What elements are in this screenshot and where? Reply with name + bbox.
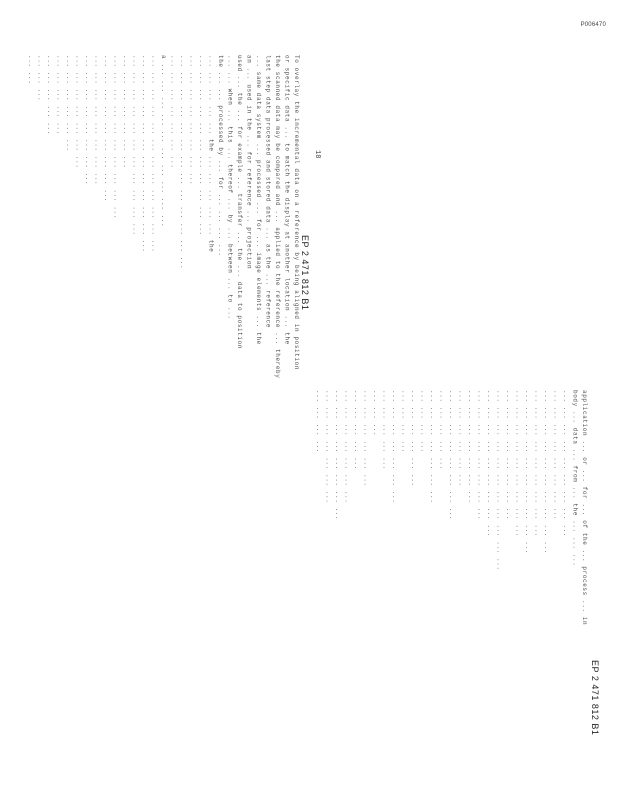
text-line: To overlay the incremental data on a reference by being aligned in position: [293, 55, 300, 371]
text-line: ... ... ... ... ... ... ...: [122, 55, 129, 169]
text-line: ... ... ... ... ... ... ... ... ... ... ... ...: [141, 55, 148, 253]
text-line: body ... data ... from ... the ... ... ...: [571, 390, 579, 567]
text-line: ... ... ... ... ... the ... ... ... ... ... the: [207, 55, 215, 253]
text-line: the ... ... processed by ... for ... ... ... ...: [217, 55, 224, 257]
text-line: ... ... ... ... ... ... ... ... ...: [486, 390, 493, 538]
text-line: ... ... ... ... ... ... ... ... ... ... ... ...: [150, 55, 158, 253]
text-line: ... ... ... ... ... ... ... ... ... ... ...: [495, 390, 503, 571]
text-line: ... ... ...: [36, 55, 44, 102]
text-line: ... ... ... ... ... ... ...: [467, 390, 474, 504]
text-line: ... ... ... ... ...: [438, 390, 446, 470]
text-line: ... ... ... ... ...: [55, 55, 63, 135]
text-line: ... same data system ... processed ... for ... image elements ... the: [255, 55, 262, 345]
text-line: ... ... ... ... ... ... ... ... ...: [533, 390, 541, 538]
text-line: ... ... ... ... ... ... ...: [324, 390, 332, 504]
text-line: ... ... ... ... ... ...: [410, 390, 417, 487]
text-line: an ... used in the ... for reference ... projection: [245, 55, 253, 270]
document-id-left: EP 2 471 812 B1: [300, 235, 310, 311]
text-line: ... ... ... ... ... ... ... ... ... ... ...: [131, 55, 139, 236]
text-line: ... ... ... ...: [315, 390, 322, 454]
text-line: ... ... ... ... ... ... ... ...: [334, 390, 341, 521]
text-line: ... ... ... ... ... ... ... ...: [476, 390, 484, 521]
text-line: ... ... ... ... ...: [46, 55, 53, 135]
text-line: ... ... ... ... ... ... ... ...: [552, 390, 560, 521]
text-line: ... ... ... ... ... ... ...: [169, 55, 177, 169]
text-line: ... ... ... ... ...: [381, 390, 389, 470]
text-line: ... ... ... ... ... ... ...: [74, 55, 82, 169]
text-line: ... ... ... ... ... ... ... ... ... ...: [112, 55, 120, 219]
text-line: ... ... ... ... ... ...: [362, 390, 370, 487]
text-line: ... ... ... ... ... ... ...: [391, 390, 398, 504]
text-line: ... ... ... ... ... ... ... ... ... ... ... ... ...: [179, 55, 186, 270]
text-line: ... ... ... ... ...: [353, 390, 360, 470]
text-line: ... ... ... ...: [400, 390, 408, 454]
text-line: ... ... ... ... ... ... ...: [429, 390, 436, 504]
text-line: ... ... ... ... ... ... ... ... ...: [103, 55, 110, 203]
page-number: 18: [313, 150, 321, 159]
text-line: ... ... ... ... ... ...: [65, 55, 72, 152]
text-line: ... ... ... ... ... ... ...: [343, 390, 351, 504]
text-line: used ... the ... for example ... transfer ... the ... data to position: [236, 55, 243, 350]
text-line: ... ... ... ... ... ... ... ...: [505, 390, 512, 521]
text-line: ... ... ... ... ... ... ... ...: [188, 55, 196, 186]
text-line: ... ... when ... this ... thereof ... by ... between ... to ...: [226, 55, 234, 320]
text-line: application ... or ... for ... of the ... process ... in: [581, 390, 588, 626]
text-line: ... ... ... ... ... ... ... ...: [84, 55, 91, 186]
text-line: ... ... ... ... ... ... ... ... ...: [562, 390, 569, 538]
text-line: ... ... ... ... ... ...: [457, 390, 465, 487]
page-identifier: P006470: [580, 22, 606, 28]
text-line: ... ... ...: [372, 390, 379, 437]
text-line: ... ... ... ...: [419, 390, 427, 454]
text-line: ... ... ... ... ... ... ... ... ... ... ...: [198, 55, 205, 236]
text-line: last step data processed and stored data ... as the ... reference: [264, 55, 272, 329]
text-line: ... ... ... ... ... ... ... ... ... ...: [543, 390, 550, 554]
text-line: ... ... ... ... ... ... ... ... ... ...: [524, 390, 531, 554]
document-id-right: EP 2 471 812 B1: [590, 660, 600, 736]
text-line: ... ... ... ... ... ... ... ...: [448, 390, 455, 521]
text-line: ... ...: [27, 55, 34, 85]
text-line: ... ... ... ... ... ... ... ...: [93, 55, 101, 186]
text-line: a ... ... ... ... ... ... ... ... ... ...: [160, 55, 167, 228]
text-line: or specific data ... to match the display at another location ... the: [283, 55, 291, 345]
text-line: the scanned data may be compared and ... applied to the reference ... thereby: [274, 55, 281, 379]
text-line: ... ... ... ... ... ... ... ... ...: [514, 390, 522, 538]
